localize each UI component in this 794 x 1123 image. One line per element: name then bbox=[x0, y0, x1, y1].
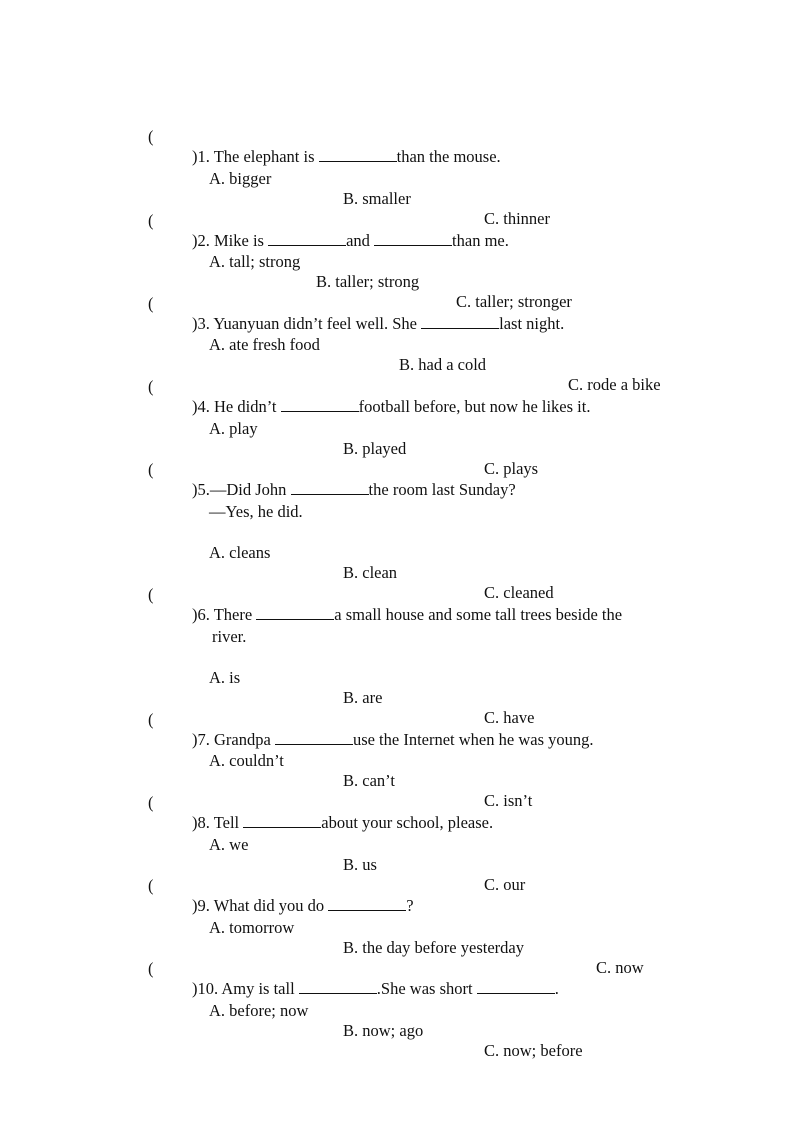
option-c[interactable]: C. taller; stronger bbox=[456, 292, 572, 311]
option-c[interactable]: C. thinner bbox=[484, 209, 550, 228]
dialogue-reply bbox=[0, 482, 303, 522]
option-b[interactable]: B. can’t bbox=[343, 771, 395, 790]
answer-blank[interactable] bbox=[328, 896, 406, 911]
option-a[interactable]: A. is bbox=[209, 668, 241, 687]
option-c[interactable]: C. isn’t bbox=[484, 791, 533, 810]
question-text: )10. Amy is tall .She was short . bbox=[192, 979, 559, 998]
answer-blank[interactable] bbox=[256, 605, 334, 620]
question-text: )3. Yuanyuan didn’t feel well. She last night. bbox=[192, 314, 565, 333]
option-c[interactable]: C. cleaned bbox=[484, 583, 554, 602]
question-text: )5.—Did John the room last Sunday? bbox=[192, 480, 516, 499]
question-text: )8. Tell about your school, please. bbox=[192, 813, 494, 832]
option-c[interactable]: C. now bbox=[596, 958, 644, 977]
option-c[interactable]: C. plays bbox=[484, 459, 539, 478]
option-b[interactable]: B. clean bbox=[343, 563, 398, 582]
answer-blank[interactable] bbox=[243, 813, 321, 828]
answer-blank[interactable] bbox=[421, 314, 499, 329]
answer-paren[interactable]: ( bbox=[148, 377, 154, 396]
option-b[interactable]: B. taller; strong bbox=[316, 272, 420, 291]
answer-paren[interactable]: ( bbox=[148, 876, 154, 895]
answer-blank[interactable] bbox=[374, 231, 452, 246]
option-c[interactable]: C. have bbox=[484, 708, 535, 727]
answer-blank[interactable] bbox=[299, 979, 377, 994]
option-a[interactable]: A. cleans bbox=[209, 543, 271, 562]
answer-blank[interactable] bbox=[281, 397, 359, 412]
option-b[interactable]: B. smaller bbox=[343, 189, 411, 208]
option-b[interactable]: B. played bbox=[343, 439, 407, 458]
question-text-cont: river. bbox=[212, 627, 247, 646]
option-a[interactable]: A. play bbox=[209, 419, 258, 438]
answer-paren[interactable]: ( bbox=[148, 211, 154, 230]
reply-text: —Yes, he did. bbox=[209, 502, 303, 521]
question-text: )7. Grandpa use the Internet when he was young. bbox=[192, 730, 594, 749]
option-b[interactable]: B. are bbox=[343, 688, 383, 707]
answer-paren[interactable]: ( bbox=[148, 460, 154, 479]
option-a[interactable]: A. tomorrow bbox=[209, 918, 295, 937]
option-a[interactable]: A. bigger bbox=[209, 169, 272, 188]
answer-paren[interactable]: ( bbox=[148, 585, 154, 604]
answer-blank[interactable] bbox=[319, 147, 397, 162]
answer-paren[interactable]: ( bbox=[148, 294, 154, 313]
option-b[interactable]: B. the day before yesterday bbox=[343, 938, 524, 957]
answer-paren[interactable]: ( bbox=[148, 710, 154, 729]
answer-paren[interactable]: ( bbox=[148, 959, 154, 978]
question-text: )4. He didn’t football before, but now he likes it. bbox=[192, 397, 591, 416]
option-c[interactable]: C. our bbox=[484, 875, 526, 894]
option-a[interactable]: A. tall; strong bbox=[209, 252, 301, 271]
answer-blank[interactable] bbox=[275, 730, 353, 745]
option-a[interactable]: A. before; now bbox=[209, 1001, 309, 1020]
option-a[interactable]: A. couldn’t bbox=[209, 751, 284, 770]
question-6-continuation bbox=[0, 607, 247, 647]
answer-paren[interactable]: ( bbox=[148, 793, 154, 812]
option-a[interactable]: A. we bbox=[209, 835, 249, 854]
answer-blank[interactable] bbox=[291, 480, 369, 495]
option-b[interactable]: B. us bbox=[343, 855, 377, 874]
option-b[interactable]: B. now; ago bbox=[343, 1021, 424, 1040]
question-text: )2. Mike is and than me. bbox=[192, 231, 509, 250]
option-a[interactable]: A. ate fresh food bbox=[209, 335, 320, 354]
option-b[interactable]: B. had a cold bbox=[399, 355, 487, 374]
option-c[interactable]: C. now; before bbox=[484, 1041, 583, 1060]
question-text: )6. There a small house and some tall trees beside the bbox=[192, 605, 623, 624]
question-text: )1. The elephant is than the mouse. bbox=[192, 147, 501, 166]
answer-blank[interactable] bbox=[477, 979, 555, 994]
answer-paren[interactable]: ( bbox=[148, 127, 154, 146]
option-c[interactable]: C. rode a bike bbox=[568, 375, 661, 394]
answer-blank[interactable] bbox=[268, 231, 346, 246]
question-text: )9. What did you do ? bbox=[192, 896, 414, 915]
